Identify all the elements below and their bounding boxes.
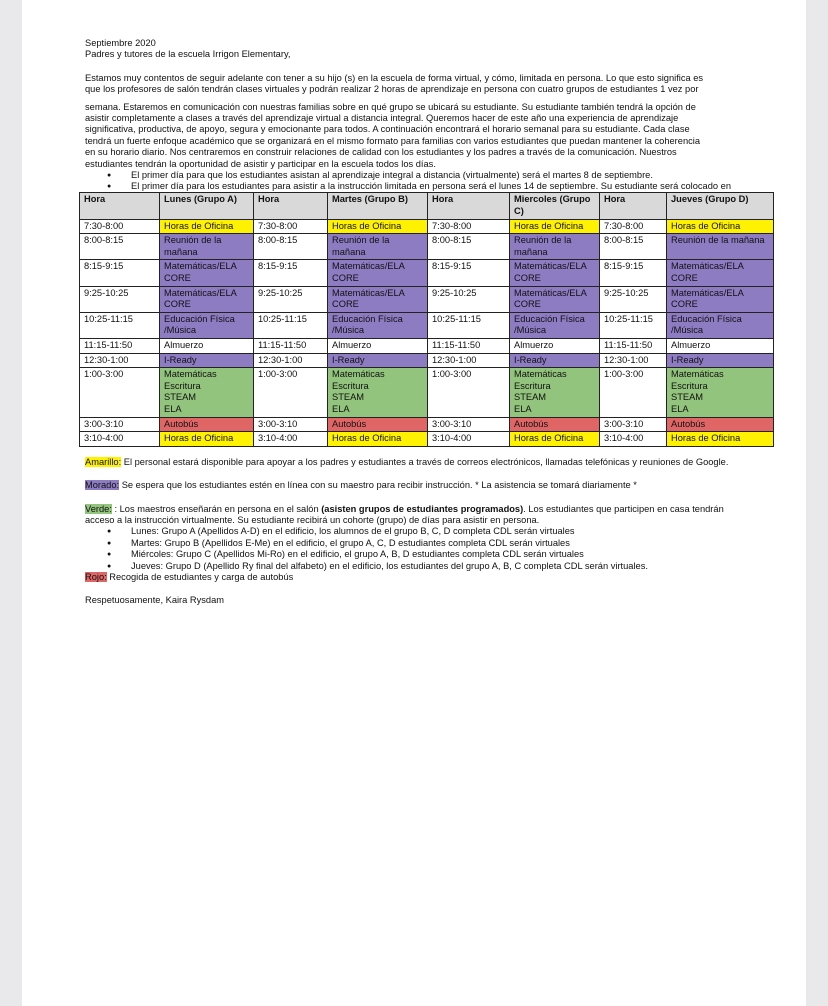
intro-line: que los profesores de salón tendrán clases virtuales y podrán realizar 2 horas de aprendizaje en persona con cuatro grupos de estudiantes 1 vez por — [85, 84, 699, 95]
body-line: estudiantes tendrán la oportunidad de asistir y participar en la escuela todos los días. — [85, 158, 436, 169]
time-cell: 11:15-11:50 — [428, 339, 510, 354]
activity-cell: I-Ready — [667, 353, 774, 368]
time-cell: 7:30-8:00 — [254, 219, 328, 234]
activity-cell: Reunión de la mañana — [160, 234, 254, 260]
col-header: Hora — [80, 193, 160, 219]
activity-cell: Reunión de la mañana — [328, 234, 428, 260]
time-cell: 9:25-10:25 — [428, 286, 510, 312]
time-cell: 9:25-10:25 — [600, 286, 667, 312]
col-header: Jueves (Grupo D) — [667, 193, 774, 219]
activity-cell: Horas de Oficina — [160, 219, 254, 234]
table-row — [80, 219, 774, 234]
table-row — [80, 234, 774, 260]
activity-cell: Horas de Oficina — [510, 219, 600, 234]
legend-purple-text: Se espera que los estudiantes estén en línea con su maestro para recibir instrucción. * La asistencia se tomará diariamente * — [119, 480, 637, 491]
col-header: Hora — [600, 193, 667, 219]
activity-cell: I-Ready — [510, 353, 600, 368]
letter-date: Septiembre 2020 — [85, 38, 156, 48]
legend-red-label: Rojo: — [85, 572, 107, 582]
list-item: ● Miércoles: Grupo C (Apellidos Mi-Ro) en el edificio, el grupo A, B, D estudiantes completa CDL serán virtuales — [85, 549, 735, 560]
activity-cell: Matemáticas/ELA CORE — [160, 286, 254, 312]
legend — [85, 457, 735, 607]
activity-cell: Matemáticas Escritura STEAM ELA — [667, 368, 774, 417]
time-cell: 12:30-1:00 — [254, 353, 328, 368]
time-cell: 7:30-8:00 — [600, 219, 667, 234]
time-cell: 3:10-4:00 — [600, 432, 667, 447]
activity-cell: Matemáticas/ELA CORE — [328, 260, 428, 286]
activity-cell: Matemáticas/ELA CORE — [667, 286, 774, 312]
activity-cell: Almuerzo — [160, 339, 254, 354]
activity-cell: Educación Física /Música — [667, 312, 774, 338]
list-item: ● Martes: Grupo B (Apellidos E-Me) en el edificio, el grupo A, C, D estudiantes completa CDL serán virtuales — [85, 538, 735, 549]
time-cell: 11:15-11:50 — [600, 339, 667, 354]
body-line: significativa, productiva, de apoyo, segura y emocionante para todos. A continuación encontrará el horario semanal para su estudiante. Cada clase — [85, 124, 690, 135]
time-cell: 10:25-11:15 — [254, 312, 328, 338]
time-cell: 3:00-3:10 — [254, 417, 328, 432]
legend-purple — [85, 480, 735, 491]
time-cell: 7:30-8:00 — [80, 219, 160, 234]
legend-yellow-label: Amarillo: — [85, 456, 122, 467]
schedule-table — [79, 192, 774, 446]
activity-cell: Matemáticas/ELA CORE — [510, 286, 600, 312]
activity-cell: Matemáticas/ELA CORE — [328, 286, 428, 312]
activity-cell: Matemáticas Escritura STEAM ELA — [510, 368, 600, 417]
intro-paragraph — [85, 73, 735, 96]
time-cell: 9:25-10:25 — [254, 286, 328, 312]
activity-cell: Almuerzo — [328, 339, 428, 354]
time-cell: 3:10-4:00 — [80, 432, 160, 447]
table-row — [80, 417, 774, 432]
time-cell: 7:30-8:00 — [428, 219, 510, 234]
schedule-body — [80, 219, 774, 446]
activity-cell: Horas de Oficina — [510, 432, 600, 447]
time-cell: 10:25-11:15 — [428, 312, 510, 338]
time-cell: 8:15-9:15 — [428, 260, 510, 286]
time-cell: 1:00-3:00 — [80, 368, 160, 417]
time-cell: 1:00-3:00 — [428, 368, 510, 417]
time-cell: 10:25-11:15 — [80, 312, 160, 338]
activity-cell: Educación Física /Música — [160, 312, 254, 338]
list-item: ● El primer día para los estudiantes para asistir a la instrucción limitada en persona será el lunes 14 de septiembre. Su estudiante será colocado en — [85, 181, 735, 192]
activity-cell: Horas de Oficina — [160, 432, 254, 447]
list-item: ● Lunes: Grupo A (Apellidos A-D) en el edificio, los alumnos de el grupo B, C, D completa CDL serán virtuales — [85, 526, 735, 537]
time-cell: 8:15-9:15 — [254, 260, 328, 286]
activity-cell: Matemáticas/ELA CORE — [510, 260, 600, 286]
legend-green-label: Verde: — [85, 503, 112, 514]
table-row — [80, 260, 774, 286]
table-row — [80, 312, 774, 338]
legend-green-text-2: . Los estudiantes que participen en casa tendrán acceso a la instrucción virtualmente. Su estudiante recibirá un cohorte (grupo) de días para asistir en persona. — [85, 503, 724, 525]
time-cell: 11:15-11:50 — [254, 339, 328, 354]
time-cell: 3:00-3:10 — [600, 417, 667, 432]
time-cell: 9:25-10:25 — [80, 286, 160, 312]
activity-cell: Educación Física /Música — [328, 312, 428, 338]
legend-purple-label: Morado: — [85, 480, 120, 491]
legend-red — [85, 572, 735, 583]
first-day-list — [85, 170, 735, 192]
activity-cell: Almuerzo — [510, 339, 600, 354]
time-cell: 8:00-8:15 — [428, 234, 510, 260]
time-cell: 8:15-9:15 — [80, 260, 160, 286]
letter-content — [84, 38, 765, 607]
col-header: Hora — [428, 193, 510, 219]
time-cell: 3:00-3:10 — [80, 417, 160, 432]
table-row — [80, 432, 774, 447]
col-header: Lunes (Grupo A) — [160, 193, 254, 219]
list-item: ● Jueves: Grupo D (Apellido Ry final del alfabeto) en el edificio, los estudiantes del grupo A, B, C completa CDL serán virtuales. — [85, 561, 735, 572]
activity-cell: Reunión de la mañana — [510, 234, 600, 260]
activity-cell: I-Ready — [328, 353, 428, 368]
table-row — [80, 286, 774, 312]
table-row — [80, 368, 774, 417]
body-line: tendrá un fuerte enfoque académico que se organizará en el mismo formato para familias con varios estudiantes que puedan mantener la coherencia — [85, 135, 700, 146]
time-cell: 8:00-8:15 — [80, 234, 160, 260]
activity-cell: Almuerzo — [667, 339, 774, 354]
legend-green-text: : Los maestros enseñarán en persona en el salón — [111, 503, 322, 514]
time-cell: 8:00-8:15 — [600, 234, 667, 260]
body-line: semana. Estaremos en comunicación con nuestras familias sobre en qué grupo se ubicará su estudiante. Su estudiante también tendrá la opción de — [85, 101, 696, 112]
time-cell: 1:00-3:00 — [600, 368, 667, 417]
closing-signature: Respetuosamente, Kaira Rysdam — [85, 595, 225, 606]
legend-green — [85, 504, 735, 527]
body-line: en su horario diario. Nos centraremos en construir relaciones de calidad con los estudiantes y los padres a través de la comunicación. Nuestros — [85, 147, 677, 158]
time-cell: 8:00-8:15 — [254, 234, 328, 260]
activity-cell: Autobús — [510, 417, 600, 432]
table-row — [80, 353, 774, 368]
time-cell: 11:15-11:50 — [80, 339, 160, 354]
activity-cell: Reunión de la mañana — [667, 234, 774, 260]
list-item: ● El primer día para que los estudiantes asistan al aprendizaje integral a distancia (virtualmente) será el martes 8 de septiembre. — [85, 170, 735, 181]
intro-line: Estamos muy contentos de seguir adelante con tener a su hijo (s) en la escuela de forma virtual, y cómo, limitada en persona. Lo que esto significa es — [85, 72, 704, 83]
schedule-header-row — [80, 193, 774, 219]
activity-cell: Matemáticas/ELA CORE — [667, 260, 774, 286]
activity-cell: Educación Física /Música — [510, 312, 600, 338]
activity-cell: Horas de Oficina — [667, 432, 774, 447]
col-header: Hora — [254, 193, 328, 219]
legend-green-bold: (asisten grupos de estudiantes programados) — [321, 503, 524, 514]
legend-red-text: Recogida de estudiantes y carga de autobús — [106, 572, 294, 582]
activity-cell: Horas de Oficina — [328, 219, 428, 234]
activity-cell: Matemáticas Escritura STEAM ELA — [160, 368, 254, 417]
time-cell: 12:30-1:00 — [428, 353, 510, 368]
body-line: asistir completamente a clases a través del aprendizaje virtual a distancia integral. Queremos hacer de este año una experiencia de aprendizaje — [85, 113, 679, 124]
activity-cell: Autobús — [160, 417, 254, 432]
activity-cell: Autobús — [667, 417, 774, 432]
document-page — [22, 0, 806, 1006]
col-header: Martes (Grupo B) — [328, 193, 428, 219]
activity-cell: Matemáticas/ELA CORE — [160, 260, 254, 286]
activity-cell: Matemáticas Escritura STEAM ELA — [328, 368, 428, 417]
legend-yellow-text: El personal estará disponible para apoyar a los padres y estudiantes a través de correos electrónicos, llamadas telefónicas y reuniones de Google. — [121, 456, 729, 467]
group-list — [85, 526, 735, 572]
body-paragraph — [85, 102, 735, 170]
time-cell: 10:25-11:15 — [600, 312, 667, 338]
activity-cell: Horas de Oficina — [667, 219, 774, 234]
letter-salutation: Padres y tutores de la escuela Irrigon Elementary, — [85, 49, 291, 60]
col-header: Miercoles (Grupo C) — [510, 193, 600, 219]
time-cell: 3:10-4:00 — [254, 432, 328, 447]
time-cell: 1:00-3:00 — [254, 368, 328, 417]
table-row — [80, 339, 774, 354]
time-cell: 8:15-9:15 — [600, 260, 667, 286]
time-cell: 3:10-4:00 — [428, 432, 510, 447]
activity-cell: Autobús — [328, 417, 428, 432]
legend-yellow — [85, 457, 735, 468]
activity-cell: Horas de Oficina — [328, 432, 428, 447]
time-cell: 3:00-3:10 — [428, 417, 510, 432]
time-cell: 12:30-1:00 — [600, 353, 667, 368]
activity-cell: I-Ready — [160, 353, 254, 368]
time-cell: 12:30-1:00 — [80, 353, 160, 368]
